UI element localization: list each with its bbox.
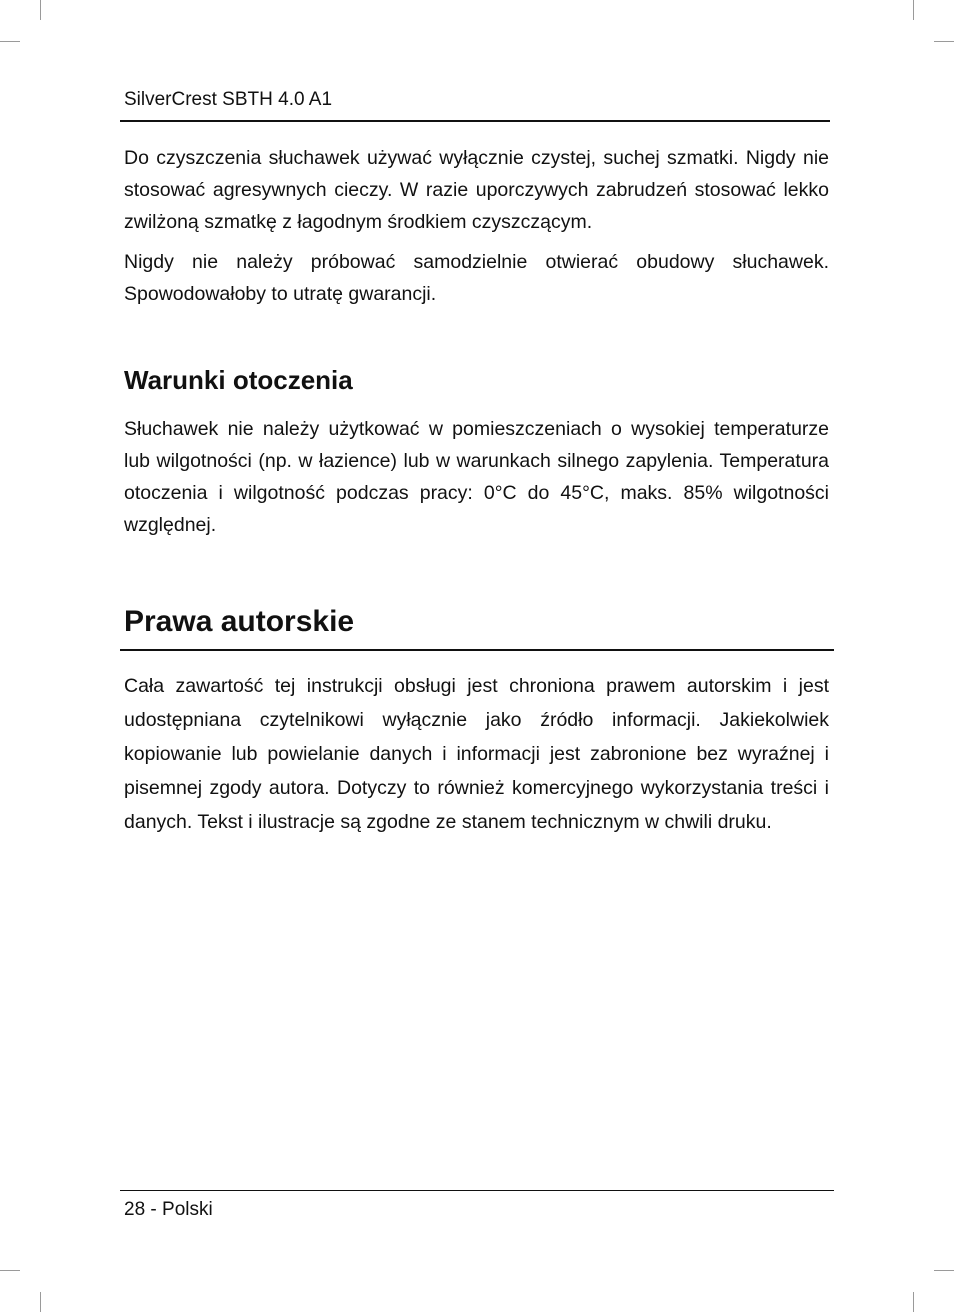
crop-mark-left-top <box>0 41 20 42</box>
section-rule <box>120 649 834 651</box>
environment-heading: Warunki otoczenia <box>124 365 353 395</box>
copyright-paragraph: Cała zawartość tej instrukcji obsługi jest chroniona prawem autorskim i jest udostępniana czytelnikowi wyłącznie jako źródło informacji. Jakiekolwiek kopiowanie lub powielanie danych i informacji jest zabronione bez wyraźnej i pisemnej zgody autora. Dotyczy to również komercyjnego wykorzystania treści i danych. Tekst i ilustracje są zgodne ze stanem technicznym w chwili druku. <box>124 675 829 833</box>
copyright-heading: Prawa autorskie <box>124 605 355 638</box>
cleaning-paragraph-2: Nigdy nie należy próbować samodzielnie otwierać obudowy słuchawek. Spowodowałoby to utratę gwarancji. <box>124 251 829 305</box>
footer-rule <box>120 1190 834 1191</box>
environment-paragraph: Słuchawek nie należy użytkować w pomieszczeniach o wysokiej temperaturze lub wilgotności (np. w łazience) lub w warunkach silnego zapylenia. Temperatura otoczenia i wilgotność podczas pracy: 0°C do 45°C, maks. 85% wilgotności względnej. <box>124 418 829 536</box>
running-header: SilverCrest SBTH 4.0 A1 <box>124 89 333 110</box>
crop-mark-bottom-left <box>40 1292 41 1312</box>
header-rule <box>120 120 830 122</box>
crop-mark-top-right <box>913 0 914 20</box>
crop-mark-top-left <box>40 0 41 20</box>
crop-mark-bottom-right <box>913 1292 914 1312</box>
crop-mark-right-top <box>934 41 954 42</box>
crop-mark-left-bottom <box>0 1270 20 1271</box>
cleaning-paragraph-1: Do czyszczenia słuchawek używać wyłącznie czystej, suchej szmatki. Nigdy nie stosować agresywnych cieczy. W razie uporczywych zabrudzeń stosować lekko zwilżoną szmatkę z łagodnym środkiem czyszczącym. <box>124 147 829 233</box>
crop-mark-right-bottom <box>934 1270 954 1271</box>
page-footer: 28 - Polski <box>124 1199 213 1220</box>
